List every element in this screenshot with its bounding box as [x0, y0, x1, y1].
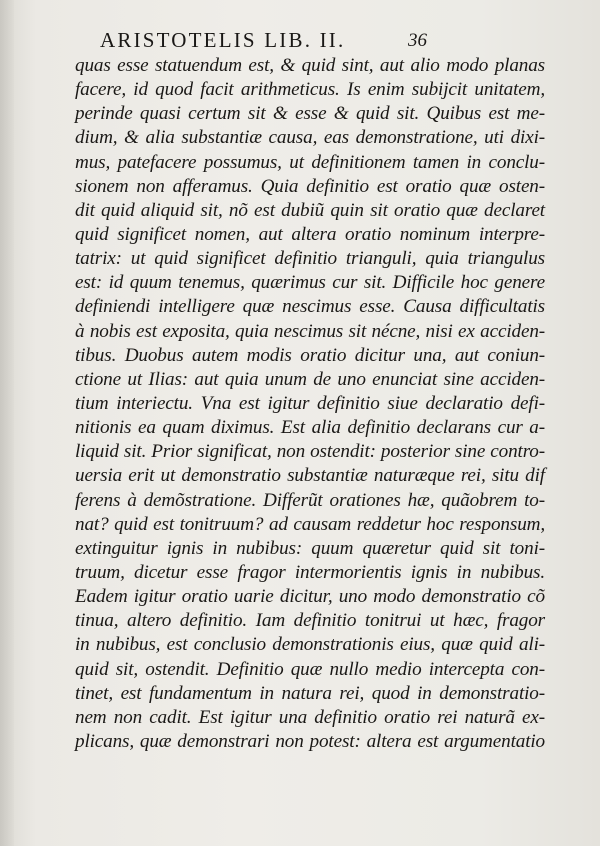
- text-line: definiendi intelligere quæ nescimus esse. Causa difficultatis: [75, 296, 545, 318]
- text-line: dit quid aliquid sit, nõ est dubiũ quin sit oratio quæ declaret: [75, 199, 545, 221]
- text-line: mus, patefacere possumus, ut definitionem tamen in conclu-: [75, 151, 545, 173]
- text-line: extinguitur ignis in nubibus: quum quæretur quid sit toni-: [75, 537, 545, 559]
- text-line: perinde quasi certum sit & esse & quid sit. Quibus est me-: [75, 103, 545, 125]
- text-line: quid significet nomen, aut altera oratio nominum interpre-: [75, 223, 545, 245]
- text-line: nat? quid est tonitruum? ad causam reddetur hoc responsum,: [75, 513, 545, 535]
- text-line: sionem non afferamus. Quia definitio est oratio quæ osten-: [75, 175, 545, 197]
- text-line: tium interiectu. Vna est igitur definitio siue declaratio defi-: [75, 392, 545, 414]
- text-line: truum, dicetur esse fragor intermorientis ignis in nubibus.: [75, 561, 545, 583]
- text-line: tibus. Duobus autem modis oratio dicitur una, aut coniun-: [75, 344, 545, 366]
- text-line: tinet, est fundamentum in natura rei, quod in demonstratio-: [75, 682, 545, 704]
- running-head: [100, 28, 560, 52]
- text-line: nem non cadit. Est igitur una definitio oratio rei naturã ex-: [75, 706, 545, 728]
- text-line: tatrix: ut quid significet definitio trianguli, quia triangulus: [75, 248, 545, 270]
- page-gutter-edge: [0, 0, 14, 846]
- text-line: est: id quum tenemus, quærimus cur sit. Difficile hoc genere: [75, 272, 545, 294]
- text-line: ctione ut Ilias: aut quia unum de uno enunciat sine acciden-: [75, 368, 545, 390]
- text-line: liquid sit. Prior significat, non ostendit: posterior sine contro-: [75, 441, 545, 463]
- text-line: dium, & alia substantiæ causa, eas demonstratione, uti dixi-: [75, 127, 545, 149]
- text-line: nitionis ea quam diximus. Est alia definitio declarans cur a-: [75, 417, 545, 439]
- text-line: ferens à demõstratione. Differũt orationes hæ, quãobrem to-: [75, 489, 545, 511]
- text-line: tinua, altero definitio. Iam definitio tonitrui ut hæc, fragor: [75, 610, 545, 632]
- text-line: facere, id quod facit arithmeticus. Is enim subijcit unitatem,: [75, 79, 545, 101]
- page-number: 36: [408, 30, 427, 51]
- text-line: uersia erit ut demonstratio substantiæ naturæque rei, situ dif: [75, 465, 545, 487]
- text-line: plicans, quæ demonstrari non potest: altera est argumentatio: [75, 730, 545, 752]
- text-line: in nubibus, est conclusio demonstrationis eius, quæ quid ali-: [75, 634, 545, 656]
- text-line: quas esse statuendum est, & quid sint, aut alio modo planas: [75, 55, 545, 76]
- text-line: quid sit, ostendit. Definitio quæ nullo medio intercepta con-: [75, 658, 545, 680]
- text-line: Eadem igitur oratio uarie dicitur, uno modo demonstratio cõ: [75, 586, 545, 608]
- text-line: à nobis est exposita, quia nescimus sit nécne, nisi ex acciden-: [75, 320, 545, 342]
- body-text: [75, 54, 545, 754]
- running-head-title: ARISTOTELIS LIB. II.: [100, 28, 346, 52]
